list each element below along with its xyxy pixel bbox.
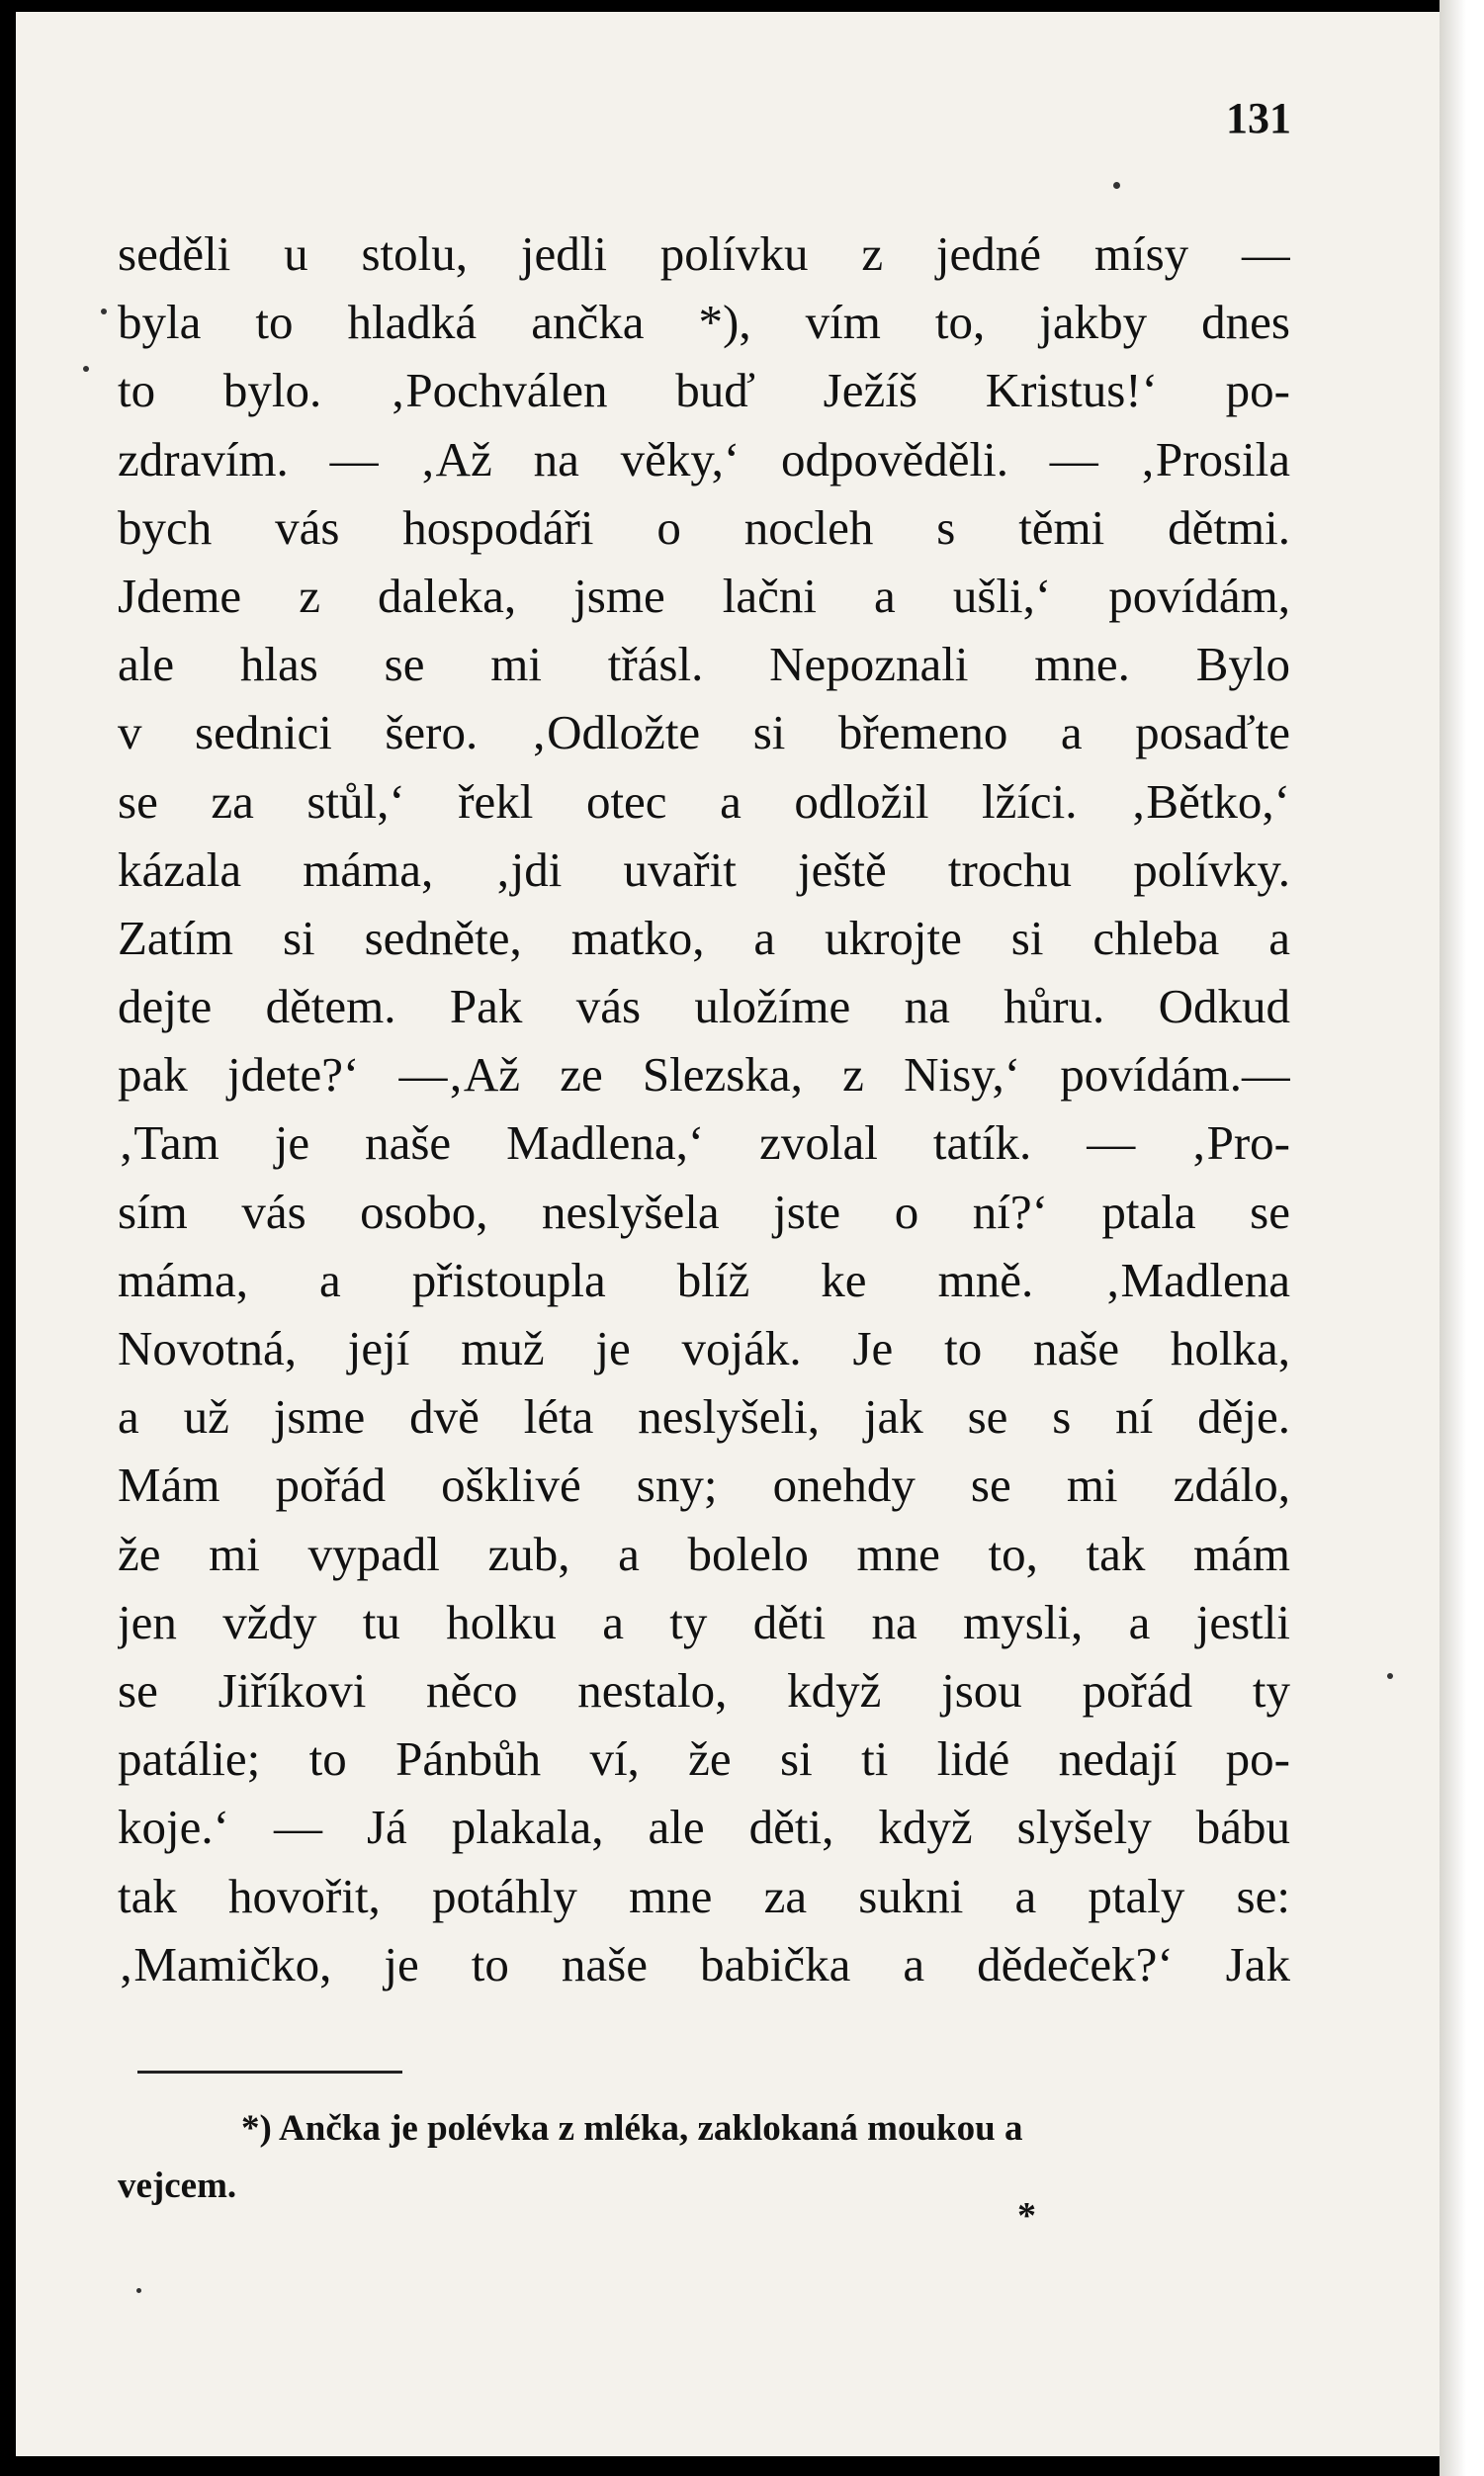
ink-speck bbox=[101, 309, 107, 314]
text-line: seděli u stolu, jedli polívku z jedné mísy — bbox=[118, 226, 1290, 281]
text-line: ‚Tam je naše Madlena,‘ zvolal tatík. — ‚Pro- bbox=[118, 1115, 1290, 1171]
text-line: Zatím si sedněte, matko, a ukrojte si chleba a bbox=[118, 910, 1290, 965]
ink-speck bbox=[83, 366, 89, 372]
text-line: Jdeme z daleka, jsme lačni a ušli,‘ povídám, bbox=[118, 568, 1290, 623]
text-line: zdravím. — ‚Až na věky,‘ odpověděli. — ‚Prosila bbox=[118, 431, 1290, 486]
text-line: patálie; to Pánbůh ví, že si ti lidé nedají po- bbox=[118, 1731, 1290, 1787]
text-line: jen vždy tu holku a ty děti na mysli, a jestli bbox=[118, 1594, 1290, 1649]
footnote-divider bbox=[137, 2071, 402, 2074]
text-line: Mám pořád ošklivé sny; onehdy se mi zdálo, bbox=[118, 1458, 1290, 1513]
ink-speck bbox=[1113, 182, 1120, 189]
ink-speck bbox=[1387, 1673, 1393, 1679]
text-line: bych vás hospodáři o nocleh s těmi dětmi. bbox=[118, 499, 1290, 555]
page-number: 131 bbox=[1226, 94, 1291, 142]
text-line: se Jiříkovi něco nestalo, když jsou pořád ty bbox=[118, 1662, 1290, 1718]
page-edge bbox=[1440, 0, 1484, 2476]
signature-mark: * bbox=[1017, 2195, 1036, 2237]
footnote-line: *) Ančka je polévka z mléka, zaklokaná moukou a bbox=[241, 2108, 1023, 2149]
text-line: ‚Mamičko, je to naše babička a dědeček?‘ Jak bbox=[118, 1936, 1290, 1991]
text-line: dejte dětem. Pak vás uložíme na hůru. Odkud bbox=[118, 979, 1290, 1034]
text-line: se za stůl,‘ řekl otec a odložil lžíci. ‚Bětko,‘ bbox=[118, 773, 1290, 829]
text-line: Novotná, její muž je voják. Je to naše holka, bbox=[118, 1321, 1290, 1375]
text-line: a už jsme dvě léta neslyšeli, jak se s ní děje. bbox=[118, 1389, 1290, 1445]
footnote-line: vejcem. bbox=[118, 2166, 237, 2206]
text-line: v sednici šero. ‚Odložte si břemeno a posaďte bbox=[118, 705, 1290, 760]
book-page bbox=[16, 12, 1440, 2456]
footnote bbox=[118, 2100, 1304, 2215]
text-line: byla to hladká ančka *), vím to, jakby dnes bbox=[118, 295, 1290, 350]
text-line: koje.‘ — Já plakala, ale děti, když slyšely bábu bbox=[118, 1800, 1290, 1855]
text-line: sím vás osobo, neslyšela jste o ní?‘ ptala se bbox=[118, 1184, 1290, 1239]
text-line: ale hlas se mi třásl. Nepoznali mne. Bylo bbox=[118, 637, 1290, 692]
text-line: to bylo. ‚Pochválen buď Ježíš Kristus!‘ po- bbox=[118, 363, 1290, 418]
text-line: pak jdete?‘ —‚Až ze Slezska, z Nisy,‘ povídám.— bbox=[118, 1047, 1290, 1103]
text-line: kázala máma, ‚jdi uvařit ještě trochu polívky. bbox=[118, 841, 1290, 897]
text-line: máma, a přistoupla blíž ke mně. ‚Madlena bbox=[118, 1252, 1290, 1307]
text-line: tak hovořit, potáhly mne za sukni a ptaly se: bbox=[118, 1868, 1290, 1923]
body-text bbox=[118, 220, 1290, 1998]
ink-speck bbox=[136, 2288, 141, 2293]
text-line: že mi vypadl zub, a bolelo mne to, tak mám bbox=[118, 1526, 1290, 1581]
